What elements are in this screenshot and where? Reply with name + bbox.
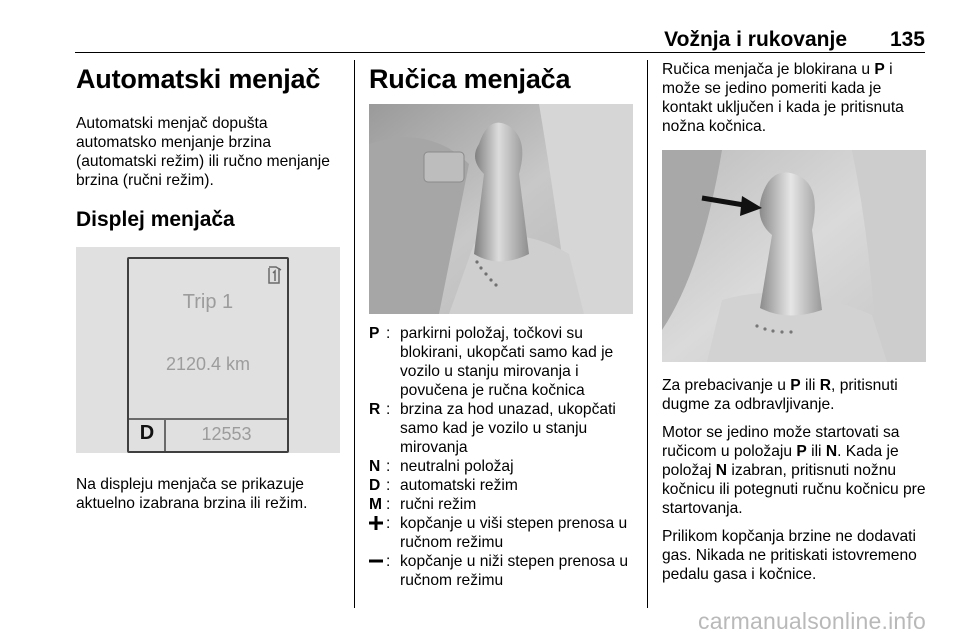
position-desc: kopčanje u niži stepen prenosa u ručnom režimu (400, 553, 628, 589)
column-1 (76, 60, 342, 531)
display-divider (129, 418, 287, 420)
display-caption: Na displeju menjača se prikazuje aktuelno izabrana brzina ili režim. (76, 476, 308, 512)
lock-paragraph: Ručica menjača je blokirana u P i može se jedino pomeriti kada je kontakt uključen i kada je pritisnuta nožna kočnica. (662, 61, 904, 135)
watermark-link[interactable]: carmanualsonline.info (698, 608, 926, 634)
trip-distance: 2120.4 km (165, 354, 251, 374)
separator: : (386, 553, 391, 570)
column-divider-1 (354, 60, 355, 608)
display-frame (127, 257, 289, 453)
warning-paragraph: Prilikom kopčanja brzine ne dodavati gas. Nikada ne pritiskati istovremeno pedalu gasa i kočnice. (662, 528, 917, 583)
position-desc: parkirni položaj, točkovi su blokirani, ukopčati samo kad je vozilo u stanju mirovanja i povučena je ručna kočnica (400, 325, 614, 399)
position-item-minus (369, 552, 639, 590)
separator: : (386, 458, 391, 475)
separator: : (386, 515, 391, 532)
position-key: D (369, 477, 381, 494)
position-desc: neutralni položaj (400, 458, 514, 475)
position-key: P (369, 325, 380, 342)
position-list (369, 324, 639, 590)
position-desc: automatski režim (400, 477, 518, 494)
position-key: N (369, 458, 381, 475)
selected-gear: D (139, 422, 155, 444)
start-paragraph: Motor se jedino može startovati sa ručicom u položaju P ili N. Kada je položaj N izabran, pritisnuti nožnu kočnicu ili potegnuti ručnu kočnicu pre startovanja. (662, 424, 926, 517)
position-item-r (369, 400, 639, 457)
position-desc: brzina za hod unazad, ukopčati samo kad je vozilo u stanju mirovanja (400, 401, 616, 456)
gear-display-illustration (76, 247, 340, 453)
position-key: R (369, 401, 381, 418)
trip-label: Trip 1 (182, 291, 234, 313)
display-heading: Displej menjača (76, 208, 235, 231)
position-item-d (369, 476, 639, 495)
separator: : (386, 325, 391, 342)
page-number: 135 (889, 28, 925, 51)
lever-heading: Ručica menjača (369, 64, 571, 94)
minus-icon (369, 552, 386, 590)
position-item-m (369, 495, 639, 514)
section-title: Automatski menjač (76, 64, 321, 94)
unlock-paragraph: Za prebacivanje u P ili R, pritisnuti dugme za odbravljivanje. (662, 377, 898, 413)
intro-paragraph: Automatski menjač dopušta automatsko menjanje brzina (automatski režim) ili ručno menjanje brzina (ručni režim). (76, 115, 330, 189)
gear-selector-lever-photo (369, 104, 633, 314)
fuel-pump-icon (267, 265, 283, 285)
chapter-title: Vožnja i rukovanje (664, 28, 847, 51)
position-desc: kopčanje u viši stepen prenosa u ručnom režimu (400, 515, 628, 551)
separator: : (386, 477, 391, 494)
odometer-value: 12553 (201, 424, 252, 444)
position-item-plus (369, 514, 639, 552)
separator: : (386, 401, 391, 418)
page-header (75, 28, 925, 53)
position-desc: ručni režim (400, 496, 477, 513)
column-2 (369, 60, 639, 590)
column-3 (662, 60, 928, 593)
position-item-n (369, 457, 639, 476)
separator: : (386, 496, 391, 513)
lever-button-arrow-photo (662, 150, 926, 362)
position-key: M (369, 496, 382, 513)
column-divider-2 (647, 60, 648, 608)
plus-icon (369, 514, 386, 552)
position-item-p (369, 324, 639, 400)
